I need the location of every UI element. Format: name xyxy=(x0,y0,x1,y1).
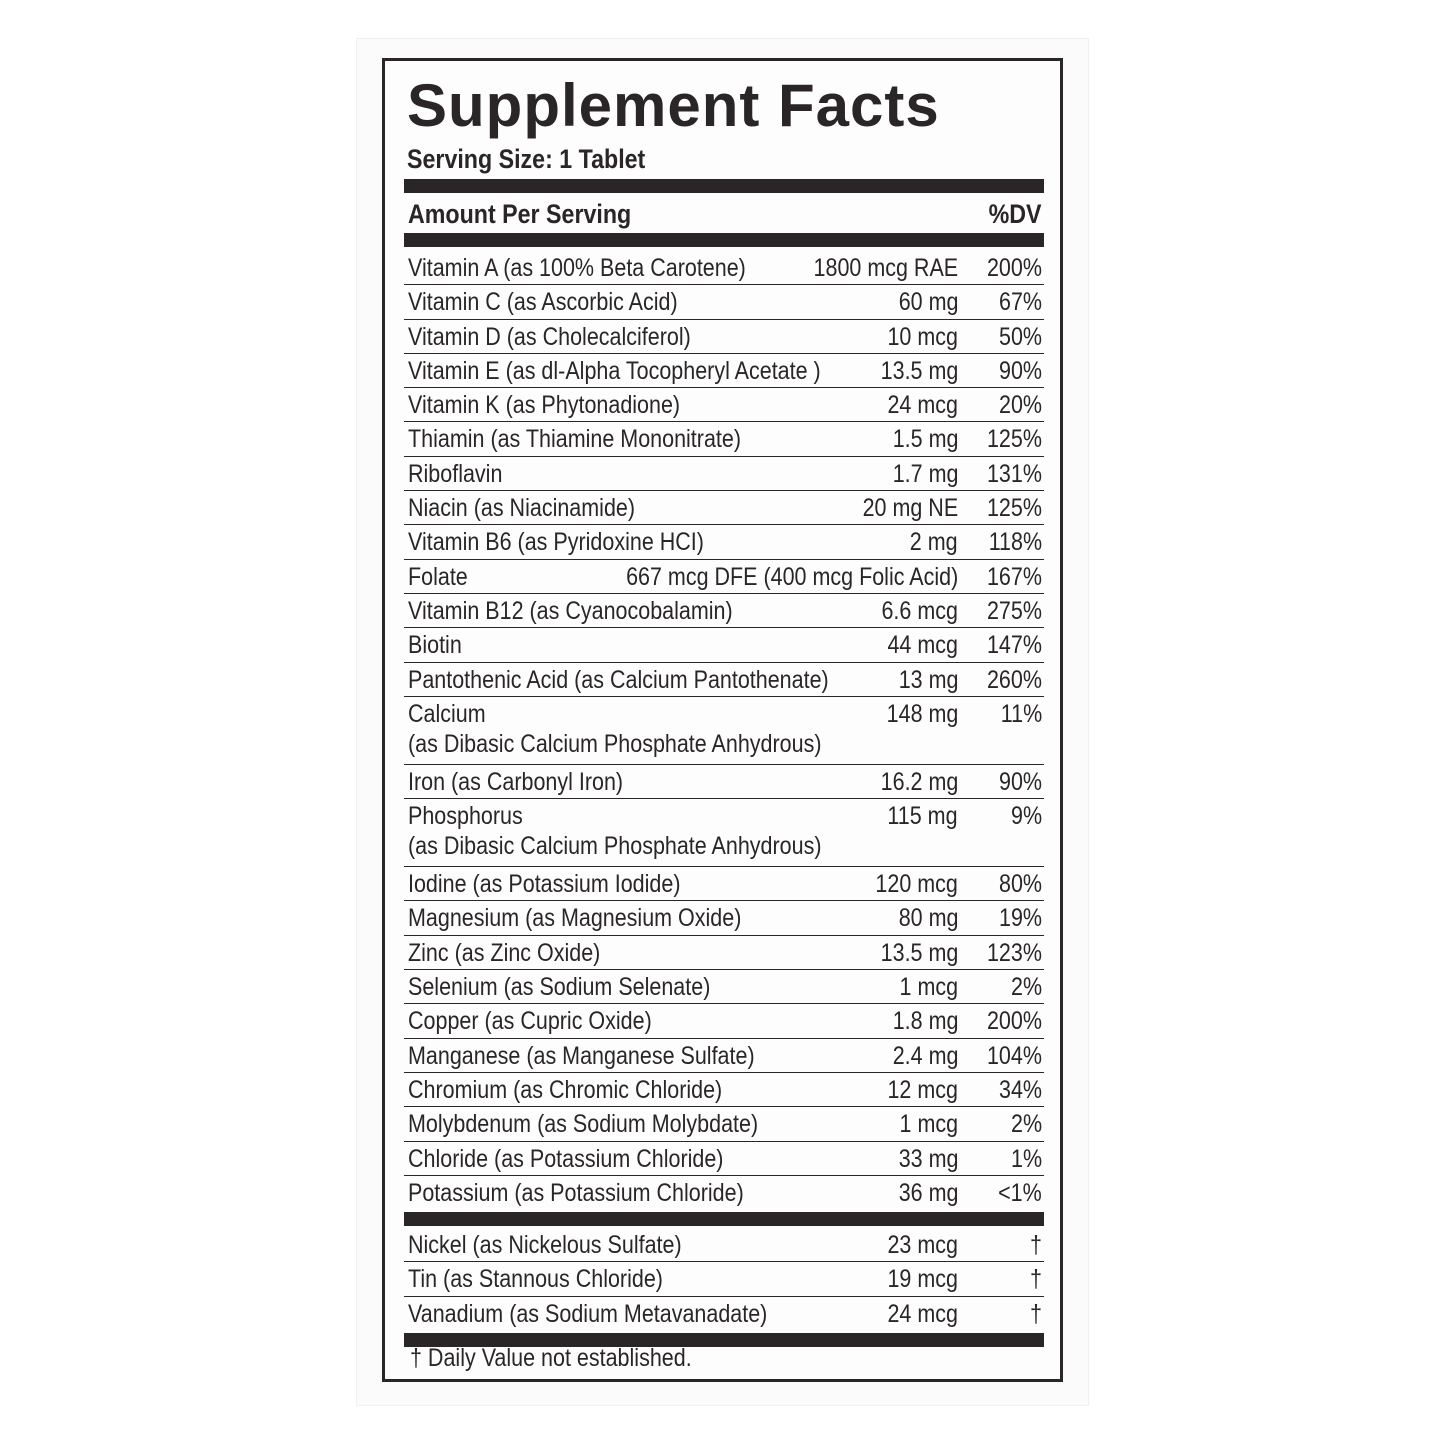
nutrient-dv: 50% xyxy=(998,322,1042,351)
nutrient-name: Nickel (as Nickelous Sulfate) xyxy=(408,1231,682,1259)
nutrient-dv: 2% xyxy=(1010,1110,1042,1139)
nutrient-dv: 125% xyxy=(987,494,1042,523)
nutrient-row xyxy=(404,285,1044,319)
nutrient-dv: 2% xyxy=(1010,973,1042,1002)
nutrient-name: Molybdenum (as Sodium Molybdate) xyxy=(408,1110,759,1139)
nutrient-name: Thiamin (as Thiamine Mononitrate) xyxy=(408,425,741,454)
nutrient-name: Chromium (as Chromic Chloride) xyxy=(408,1075,723,1104)
nutrient-amount: 1.8 mg xyxy=(892,1007,958,1036)
nutrient-amount: 44 mcg xyxy=(887,631,958,660)
nutrient-amount: 2 mg xyxy=(910,528,958,557)
nutrient-amount: 1.7 mg xyxy=(892,459,958,488)
nutrient-amount: 20 mg NE xyxy=(862,494,958,523)
nutrient-name: Phosphorus xyxy=(408,802,523,831)
nutrient-name: Biotin xyxy=(408,631,462,660)
nutrient-name: Vitamin A (as 100% Beta Carotene) xyxy=(408,254,746,282)
amount-per-serving-label: Amount Per Serving xyxy=(408,199,632,229)
nutrient-amount: 1.5 mg xyxy=(892,425,958,454)
nutrient-amount: 24 mcg xyxy=(887,1299,958,1328)
nutrient-dv: 118% xyxy=(988,528,1042,557)
nutrient-dv: 104% xyxy=(987,1041,1042,1070)
thick-divider-top xyxy=(404,179,1044,193)
nutrient-row xyxy=(404,867,1044,901)
nutrient-row xyxy=(404,799,1044,867)
nutrient-name: Riboflavin xyxy=(408,459,503,488)
nutrient-row xyxy=(404,457,1044,491)
nutrient-name: Vitamin D (as Cholecalciferol) xyxy=(408,322,691,351)
nutrient-amount: 23 mcg xyxy=(887,1231,958,1259)
nutrient-amount: 2.4 mg xyxy=(892,1041,958,1070)
nutrient-row xyxy=(404,525,1044,559)
nutrient-dv: 123% xyxy=(987,938,1042,967)
nutrient-name: Iron (as Carbonyl Iron) xyxy=(408,767,624,796)
nutrient-dv: 125% xyxy=(987,425,1042,454)
thick-divider-middle xyxy=(404,1212,1044,1226)
nutrient-dv: 34% xyxy=(998,1075,1042,1104)
nutrient-row xyxy=(404,628,1044,662)
nutrient-amount: 13.5 mg xyxy=(880,938,958,967)
nutrient-dv: 90% xyxy=(998,356,1042,385)
nutrient-dv: 20% xyxy=(998,391,1042,420)
nutrient-name: Calcium xyxy=(408,699,486,728)
nutrient-row xyxy=(404,697,1044,765)
nutrient-name: Vitamin K (as Phytonadione) xyxy=(408,391,681,420)
nutrient-name: Potassium (as Potassium Chloride) xyxy=(408,1178,744,1207)
nutrient-amount: 12 mcg xyxy=(887,1075,958,1104)
nutrient-row xyxy=(404,251,1044,285)
nutrient-name: Copper (as Cupric Oxide) xyxy=(408,1007,652,1036)
nutrient-dv: 9% xyxy=(1010,802,1042,831)
nutrient-dv: 275% xyxy=(987,596,1042,625)
serving-size: Serving Size: 1 Tablet xyxy=(407,144,646,174)
panel-title: Supplement Facts xyxy=(407,72,940,139)
nutrient-row xyxy=(404,970,1044,1004)
nutrient-row xyxy=(404,1228,1044,1262)
nutrient-amount: 16.2 mg xyxy=(880,767,958,796)
nutrient-row xyxy=(404,1262,1044,1296)
nutrient-name: Pantothenic Acid (as Calcium Pantothenate) xyxy=(408,665,829,694)
nutrient-dv: 200% xyxy=(987,254,1042,282)
nutrient-amount: 1 mcg xyxy=(899,1110,958,1139)
nutrient-name: Vitamin B6 (as Pyridoxine HCI) xyxy=(408,528,704,557)
amount-header xyxy=(404,196,1044,232)
nutrient-dv: 260% xyxy=(987,665,1042,694)
nutrient-row xyxy=(404,1107,1044,1141)
nutrient-name: Zinc (as Zinc Oxide) xyxy=(408,938,601,967)
nutrient-amount: 10 mcg xyxy=(887,322,958,351)
nutrient-dv: 1% xyxy=(1010,1144,1042,1173)
nutrient-row xyxy=(404,1297,1044,1331)
nutrient-amount: 60 mg xyxy=(898,288,958,317)
nutrient-name: Vitamin C (as Ascorbic Acid) xyxy=(408,288,678,317)
nutrient-row xyxy=(404,560,1044,594)
nutrient-row xyxy=(404,320,1044,354)
nutrient-row xyxy=(404,388,1044,422)
nutrient-name: Vitamin E (as dl-Alpha Tocopheryl Acetate ) xyxy=(408,356,821,385)
nutrient-row xyxy=(404,422,1044,456)
nutrient-amount: 667 mcg DFE (400 mcg Folic Acid) xyxy=(625,562,958,591)
dv-label: %DV xyxy=(989,199,1042,229)
nutrient-row xyxy=(404,354,1044,388)
footnote: † Daily Value not established. xyxy=(410,1344,692,1372)
nutrient-name: Magnesium (as Magnesium Oxide) xyxy=(408,904,742,933)
nutrient-row xyxy=(404,1142,1044,1176)
nutrient-name: Selenium (as Sodium Selenate) xyxy=(408,973,711,1002)
nutrient-amount: 33 mg xyxy=(898,1144,958,1173)
nutrient-dv: 131% xyxy=(987,459,1042,488)
nutrient-dv: 200% xyxy=(987,1007,1042,1036)
nutrient-row xyxy=(404,765,1044,799)
nutrient-row xyxy=(404,936,1044,970)
nutrient-source: (as Dibasic Calcium Phosphate Anhydrous) xyxy=(408,832,822,861)
nutrient-dv: 19% xyxy=(998,904,1042,933)
nutrient-dv: 90% xyxy=(998,767,1042,796)
nutrient-row xyxy=(404,901,1044,935)
nutrient-amount: 24 mcg xyxy=(887,391,958,420)
nutrient-name: Folate xyxy=(408,562,468,591)
nutrient-amount: 13.5 mg xyxy=(880,356,958,385)
nutrient-amount: 115 mg xyxy=(887,802,958,831)
nutrient-amount: 1800 mcg RAE xyxy=(813,254,958,282)
nutrient-dv: <1% xyxy=(998,1178,1042,1207)
nutrient-amount: 148 mg xyxy=(886,699,958,728)
nutrient-dv: 147% xyxy=(987,631,1042,660)
nutrient-row xyxy=(404,594,1044,628)
thick-divider-header xyxy=(404,233,1044,247)
nutrient-amount: 19 mcg xyxy=(887,1265,958,1294)
nutrient-row xyxy=(404,1176,1044,1210)
nutrient-name: Manganese (as Manganese Sulfate) xyxy=(408,1041,755,1070)
nutrient-amount: 6.6 mcg xyxy=(881,596,958,625)
nutrient-amount: 36 mg xyxy=(898,1178,958,1207)
nutrient-name: Niacin (as Niacinamide) xyxy=(408,494,636,523)
nutrient-amount: 80 mg xyxy=(898,904,958,933)
nutrient-dv: † xyxy=(1030,1299,1042,1328)
nutrient-name: Chloride (as Potassium Chloride) xyxy=(408,1144,724,1173)
nutrient-name: Iodine (as Potassium Iodide) xyxy=(408,870,681,899)
nutrient-amount: 13 mg xyxy=(898,665,958,694)
nutrient-row xyxy=(404,1004,1044,1038)
nutrient-dv: 67% xyxy=(998,288,1042,317)
nutrient-source: (as Dibasic Calcium Phosphate Anhydrous) xyxy=(408,729,822,758)
nutrient-amount: 1 mcg xyxy=(899,973,958,1002)
nutrient-row xyxy=(404,1073,1044,1107)
nutrient-name: Tin (as Stannous Chloride) xyxy=(408,1265,663,1294)
nutrient-table xyxy=(404,251,1044,1210)
nutrient-row xyxy=(404,491,1044,525)
nutrient-dv: † xyxy=(1030,1265,1042,1294)
nutrient-name: Vanadium (as Sodium Metavanadate) xyxy=(408,1299,768,1328)
nutrient-amount: 120 mcg xyxy=(875,870,958,899)
nutrient-dv: 80% xyxy=(998,870,1042,899)
nutrient-row xyxy=(404,663,1044,697)
nutrient-dv: † xyxy=(1030,1231,1042,1259)
nutrient-dv: 167% xyxy=(987,562,1042,591)
nutrient-table-no-dv xyxy=(404,1228,1044,1331)
nutrient-dv: 11% xyxy=(1000,699,1042,728)
nutrient-row xyxy=(404,1039,1044,1073)
nutrient-name: Vitamin B12 (as Cyanocobalamin) xyxy=(408,596,733,625)
